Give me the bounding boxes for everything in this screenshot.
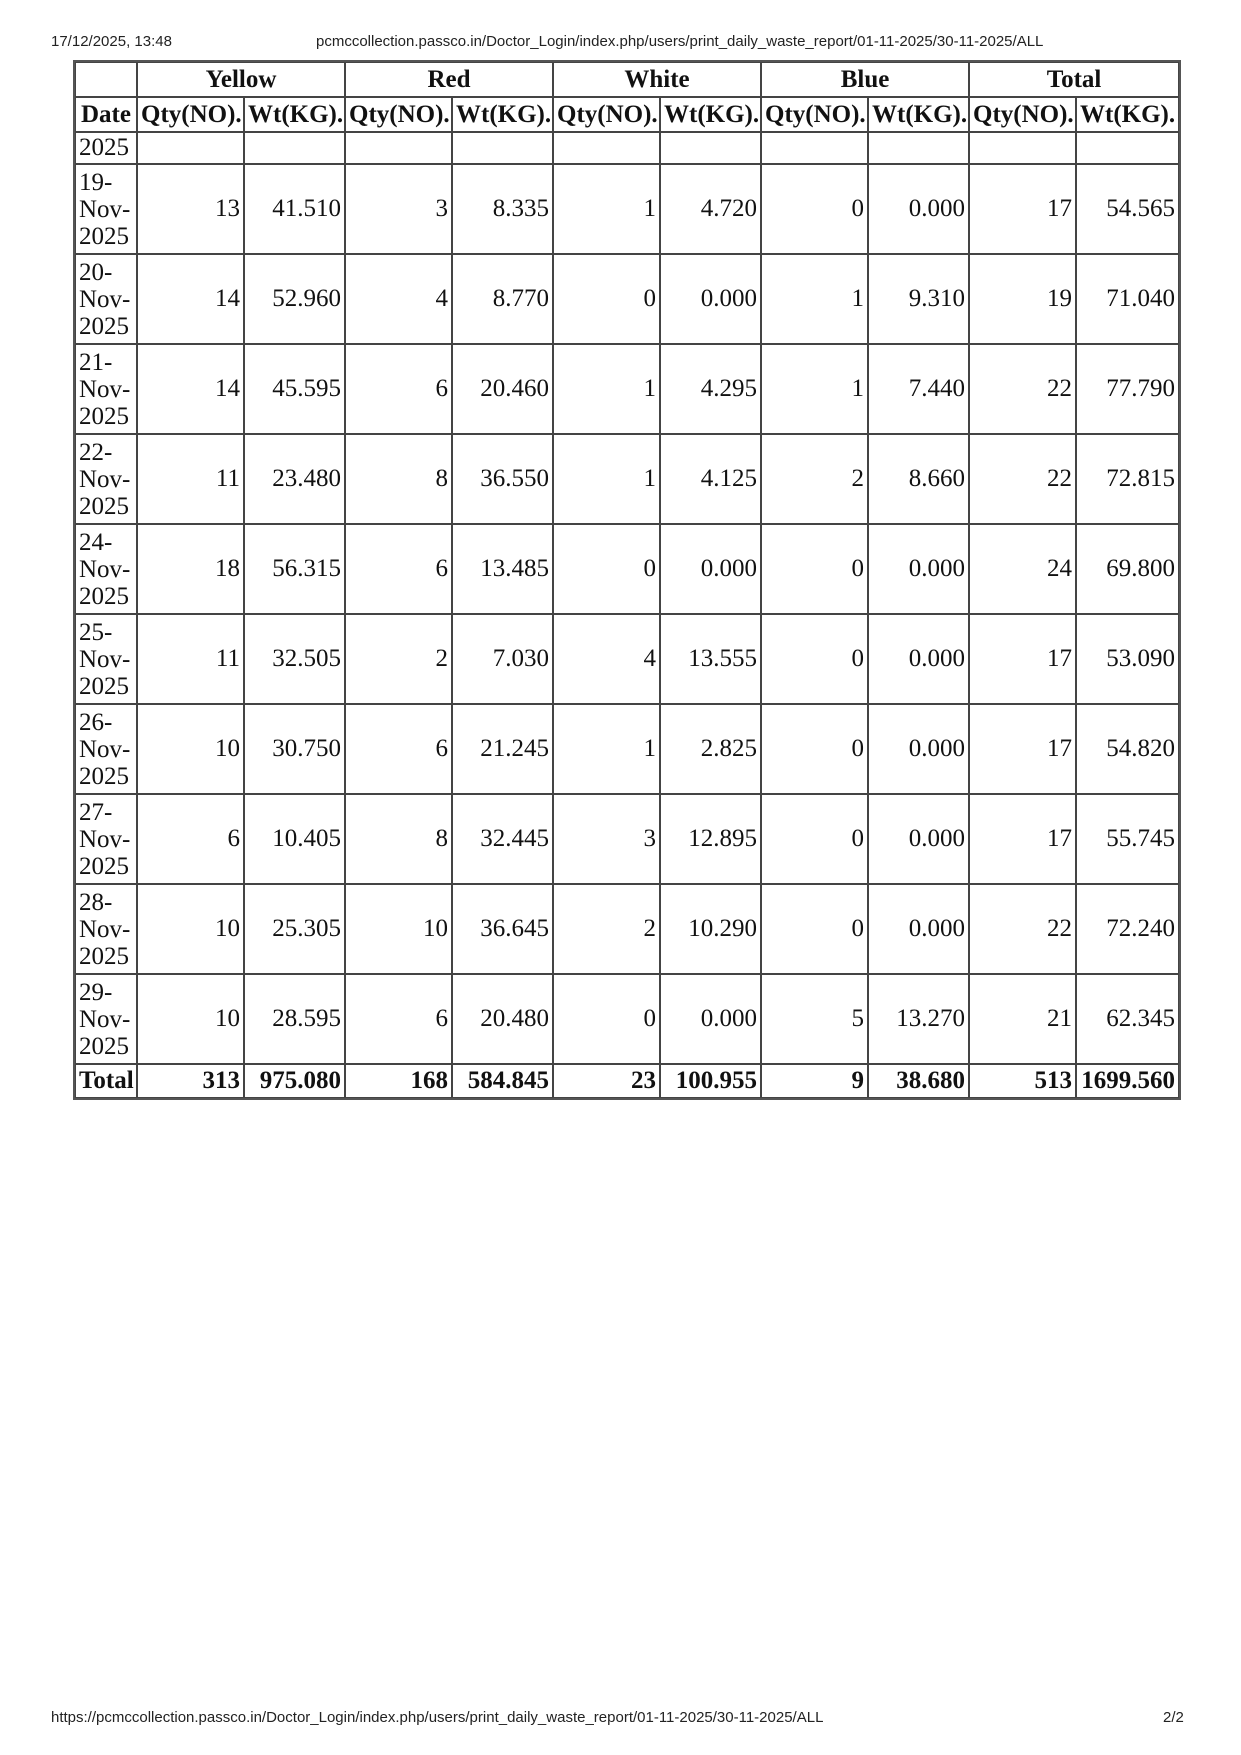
totals-label: Total: [75, 1064, 137, 1098]
empty-cell: [137, 132, 244, 164]
blue-wt: 0.000: [868, 884, 969, 974]
carryover-date: 2025: [75, 132, 137, 164]
blue-wt-total: 38.680: [868, 1064, 969, 1098]
total-wt: 71.040: [1076, 254, 1179, 344]
yellow-wt: 41.510: [244, 164, 345, 254]
total-qty: 17: [969, 614, 1076, 704]
date-cell: 25- Nov- 2025: [75, 614, 137, 704]
red-wt: 20.460: [452, 344, 553, 434]
group-header-white: White: [553, 62, 761, 97]
yellow-wt-total: 975.080: [244, 1064, 345, 1098]
red-qty: 4: [345, 254, 452, 344]
column-header-wt: Wt(KG).: [452, 97, 553, 132]
yellow-wt: 56.315: [244, 524, 345, 614]
red-wt: 32.445: [452, 794, 553, 884]
red-qty: 6: [345, 344, 452, 434]
date-cell: 19- Nov- 2025: [75, 164, 137, 254]
total-wt: 72.240: [1076, 884, 1179, 974]
table-row: [75, 614, 1179, 704]
yellow-wt: 25.305: [244, 884, 345, 974]
red-qty: 10: [345, 884, 452, 974]
group-header-blue: Blue: [761, 62, 969, 97]
column-header-wt: Wt(KG).: [244, 97, 345, 132]
blue-qty: 2: [761, 434, 868, 524]
date-cell: 29- Nov- 2025: [75, 974, 137, 1064]
table-row: [75, 884, 1179, 974]
red-wt: 36.645: [452, 884, 553, 974]
white-wt: 2.825: [660, 704, 761, 794]
total-wt: 54.820: [1076, 704, 1179, 794]
blue-wt: 0.000: [868, 704, 969, 794]
empty-cell: [969, 132, 1076, 164]
white-qty-total: 23: [553, 1064, 660, 1098]
red-wt: 36.550: [452, 434, 553, 524]
white-wt: 10.290: [660, 884, 761, 974]
empty-cell: [868, 132, 969, 164]
red-wt: 8.335: [452, 164, 553, 254]
yellow-wt: 23.480: [244, 434, 345, 524]
empty-cell: [761, 132, 868, 164]
empty-header-cell: [75, 62, 137, 97]
total-wt: 55.745: [1076, 794, 1179, 884]
white-wt: 13.555: [660, 614, 761, 704]
total-qty: 19: [969, 254, 1076, 344]
date-cell: 20- Nov- 2025: [75, 254, 137, 344]
empty-cell: [345, 132, 452, 164]
yellow-qty: 18: [137, 524, 244, 614]
total-qty: 17: [969, 794, 1076, 884]
column-header-qty: Qty(NO).: [137, 97, 244, 132]
blue-qty: 0: [761, 614, 868, 704]
empty-cell: [553, 132, 660, 164]
total-wt: 54.565: [1076, 164, 1179, 254]
white-wt: 4.720: [660, 164, 761, 254]
table-row: [75, 524, 1179, 614]
yellow-wt: 32.505: [244, 614, 345, 704]
red-qty: 6: [345, 524, 452, 614]
yellow-qty: 11: [137, 434, 244, 524]
total-wt: 62.345: [1076, 974, 1179, 1064]
yellow-wt: 52.960: [244, 254, 345, 344]
daily-waste-report-table: [73, 60, 1181, 1100]
red-qty: 8: [345, 434, 452, 524]
yellow-wt: 30.750: [244, 704, 345, 794]
blue-qty: 1: [761, 254, 868, 344]
table-row: [75, 164, 1179, 254]
empty-cell: [660, 132, 761, 164]
white-qty: 3: [553, 794, 660, 884]
column-header-qty: Qty(NO).: [553, 97, 660, 132]
yellow-qty: 6: [137, 794, 244, 884]
red-wt: 13.485: [452, 524, 553, 614]
blue-qty: 0: [761, 884, 868, 974]
date-cell: 22- Nov- 2025: [75, 434, 137, 524]
group-header-yellow: Yellow: [137, 62, 345, 97]
red-qty: 3: [345, 164, 452, 254]
carryover-row: [75, 132, 1179, 164]
yellow-qty: 10: [137, 704, 244, 794]
column-header-wt: Wt(KG).: [1076, 97, 1179, 132]
empty-cell: [452, 132, 553, 164]
blue-qty: 0: [761, 524, 868, 614]
blue-wt: 0.000: [868, 794, 969, 884]
total-qty: 22: [969, 344, 1076, 434]
total-wt: 72.815: [1076, 434, 1179, 524]
red-qty: 2: [345, 614, 452, 704]
blue-wt: 0.000: [868, 164, 969, 254]
yellow-qty-total: 313: [137, 1064, 244, 1098]
white-qty: 1: [553, 344, 660, 434]
blue-qty: 0: [761, 794, 868, 884]
total-wt: 69.800: [1076, 524, 1179, 614]
red-wt: 20.480: [452, 974, 553, 1064]
table-row: [75, 704, 1179, 794]
red-wt: 8.770: [452, 254, 553, 344]
date-cell: 26- Nov- 2025: [75, 704, 137, 794]
grand-qty-total: 513: [969, 1064, 1076, 1098]
white-wt: 4.295: [660, 344, 761, 434]
table-row: [75, 794, 1179, 884]
group-header-total: Total: [969, 62, 1179, 97]
blue-qty: 0: [761, 704, 868, 794]
yellow-qty: 10: [137, 884, 244, 974]
column-header-wt: Wt(KG).: [660, 97, 761, 132]
white-qty: 1: [553, 704, 660, 794]
blue-wt: 7.440: [868, 344, 969, 434]
group-header-red: Red: [345, 62, 553, 97]
column-header-qty: Qty(NO).: [761, 97, 868, 132]
print-datetime: 17/12/2025, 13:48: [51, 33, 172, 50]
grand-wt-total: 1699.560: [1076, 1064, 1179, 1098]
column-header-qty: Qty(NO).: [345, 97, 452, 132]
total-qty: 21: [969, 974, 1076, 1064]
column-header-wt: Wt(KG).: [868, 97, 969, 132]
empty-cell: [244, 132, 345, 164]
yellow-qty: 14: [137, 254, 244, 344]
white-wt: 4.125: [660, 434, 761, 524]
total-wt: 77.790: [1076, 344, 1179, 434]
table-row: [75, 344, 1179, 434]
white-qty: 0: [553, 524, 660, 614]
date-cell: 28- Nov- 2025: [75, 884, 137, 974]
red-wt: 21.245: [452, 704, 553, 794]
red-qty: 8: [345, 794, 452, 884]
white-wt: 12.895: [660, 794, 761, 884]
blue-wt: 0.000: [868, 614, 969, 704]
blue-qty: 1: [761, 344, 868, 434]
column-header-date: Date: [75, 97, 137, 132]
yellow-qty: 14: [137, 344, 244, 434]
white-qty: 0: [553, 974, 660, 1064]
blue-wt: 9.310: [868, 254, 969, 344]
blue-qty-total: 9: [761, 1064, 868, 1098]
totals-row: [75, 1064, 1179, 1098]
white-qty: 0: [553, 254, 660, 344]
red-qty: 6: [345, 704, 452, 794]
red-wt-total: 584.845: [452, 1064, 553, 1098]
total-qty: 22: [969, 434, 1076, 524]
print-header-url: pcmccollection.passco.in/Doctor_Login/index.php/users/print_daily_waste_report/01-11-2025/30-11-2025/ALL: [316, 33, 1044, 50]
total-qty: 17: [969, 704, 1076, 794]
table-row: [75, 974, 1179, 1064]
white-qty: 4: [553, 614, 660, 704]
date-cell: 27- Nov- 2025: [75, 794, 137, 884]
page-number: 2/2: [1163, 1709, 1184, 1726]
table-row: [75, 434, 1179, 524]
yellow-wt: 10.405: [244, 794, 345, 884]
yellow-wt: 28.595: [244, 974, 345, 1064]
yellow-wt: 45.595: [244, 344, 345, 434]
white-wt-total: 100.955: [660, 1064, 761, 1098]
red-wt: 7.030: [452, 614, 553, 704]
red-qty: 6: [345, 974, 452, 1064]
blue-wt: 0.000: [868, 524, 969, 614]
white-qty: 1: [553, 434, 660, 524]
white-qty: 2: [553, 884, 660, 974]
empty-cell: [1076, 132, 1179, 164]
total-qty: 22: [969, 884, 1076, 974]
white-wt: 0.000: [660, 524, 761, 614]
total-qty: 24: [969, 524, 1076, 614]
date-cell: 21- Nov- 2025: [75, 344, 137, 434]
yellow-qty: 13: [137, 164, 244, 254]
total-qty: 17: [969, 164, 1076, 254]
blue-wt: 13.270: [868, 974, 969, 1064]
total-wt: 53.090: [1076, 614, 1179, 704]
white-wt: 0.000: [660, 254, 761, 344]
yellow-qty: 11: [137, 614, 244, 704]
column-header-row: [75, 97, 1179, 132]
blue-qty: 5: [761, 974, 868, 1064]
white-qty: 1: [553, 164, 660, 254]
red-qty-total: 168: [345, 1064, 452, 1098]
yellow-qty: 10: [137, 974, 244, 1064]
column-header-qty: Qty(NO).: [969, 97, 1076, 132]
print-footer-url: https://pcmccollection.passco.in/Doctor_Login/index.php/users/print_daily_waste_report/01-11-2025/30-11-2025/ALL: [51, 1709, 824, 1726]
table-row: [75, 254, 1179, 344]
white-wt: 0.000: [660, 974, 761, 1064]
blue-qty: 0: [761, 164, 868, 254]
blue-wt: 8.660: [868, 434, 969, 524]
date-cell: 24- Nov- 2025: [75, 524, 137, 614]
group-header-row: [75, 62, 1179, 97]
